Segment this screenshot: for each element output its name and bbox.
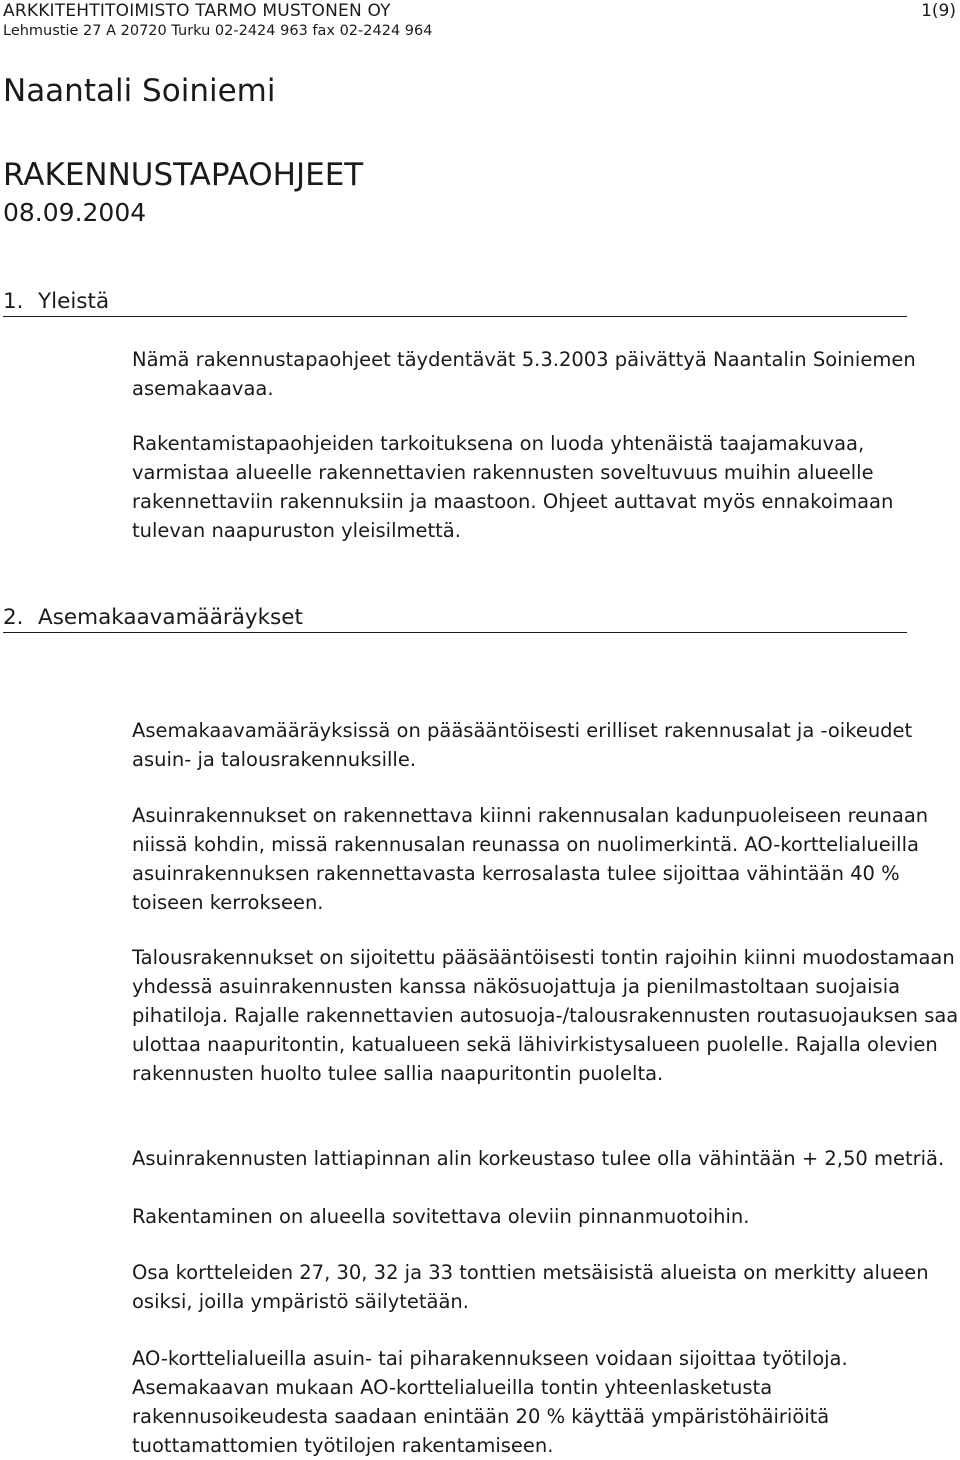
paragraph: Asuinrakennukset on rakennettava kiinni rakennusalan kadunpuoleiseen reunaan niissä kohdin, missä rakennusalan reunassa on nuolimerkintä. AO-korttelialueilla asuinrakennuksen rakennettavasta kerrosalasta tulee sijoittaa vähintään 40 % toiseen kerrokseen. [132,804,929,914]
section-title: Yleistä [38,289,110,314]
paragraph: AO-korttelialueilla asuin- tai piharakennukseen voidaan sijoittaa työtiloja. Asemakaavan mukaan AO-korttelialueilla tontin yhteenlasketusta rakennusoikeudesta saadaan enintään 20 % käyttää ympäristöhäiriöitä tuottamattomien työtilojen rakentamiseen. [132,1347,848,1457]
page-number: 1(9) [921,1,956,21]
section-heading-yleista [3,288,907,317]
section-number: 1. [3,289,24,314]
document-title: RAKENNUSTAPAOHJEET [3,157,364,193]
document-date: 08.09.2004 [3,198,147,227]
paragraph: Rakentamistapaohjeiden tarkoituksena on luoda yhtenäistä taajamakuvaa, varmistaa alueelle rakennettavien rakennusten soveltuvuus muihin alueelle rakennettaviin rakennuksiin ja maastoon. Ohjeet auttavat myös ennakoimaan tulevan naapuruston yleisilmettä. [132,432,894,542]
project-title: Naantali Soiniemi [3,73,276,109]
paragraph: Osa kortteleiden 27, 30, 32 ja 33 tonttien metsäisistä alueista on merkitty alueen osiksi, joilla ympäristö säilytetään. [132,1261,929,1313]
paragraph: Rakentaminen on alueella sovitettava oleviin pinnanmuotoihin. [132,1205,750,1228]
paragraph: Asemakaavamääräyksissä on pääsääntöisesti erilliset rakennusalat ja -oikeudet asuin- ja talousrakennuksille. [132,719,913,771]
section-heading-asemakaavamaaraykset [3,604,907,633]
company-address: Lehmustie 27 A 20720 Turku 02-2424 963 fax 02-2424 964 [3,23,433,39]
section-number: 2. [3,605,24,630]
paragraph: Talousrakennukset on sijoitettu pääsääntöisesti tontin rajoihin kiinni muodostamaan yhdessä asuinrakennusten kanssa näkösuojattuja ja pienilmastoltaan suojaisia pihatiloja. Rajalle rakennettavien autosuoja-/talousrakennusten routasuojauksen saa ulottaa naapuritontin, katualueen sekä lähivirkistysalueen puolelle. Rajalla olevien rakennusten huolto tulee sallia naapuritontin puolelta. [132,946,959,1085]
section-title: Asemakaavamääräykset [38,605,303,630]
paragraph: Nämä rakennustapaohjeet täydentävät 5.3.2003 päivättyä Naantalin Soiniemen asemakaavaa. [132,348,916,400]
company-name: ARKKITEHTITOIMISTO TARMO MUSTONEN OY [3,1,391,21]
paragraph: Asuinrakennusten lattiapinnan alin korkeustaso tulee olla vähintään + 2,50 metriä. [132,1147,945,1170]
